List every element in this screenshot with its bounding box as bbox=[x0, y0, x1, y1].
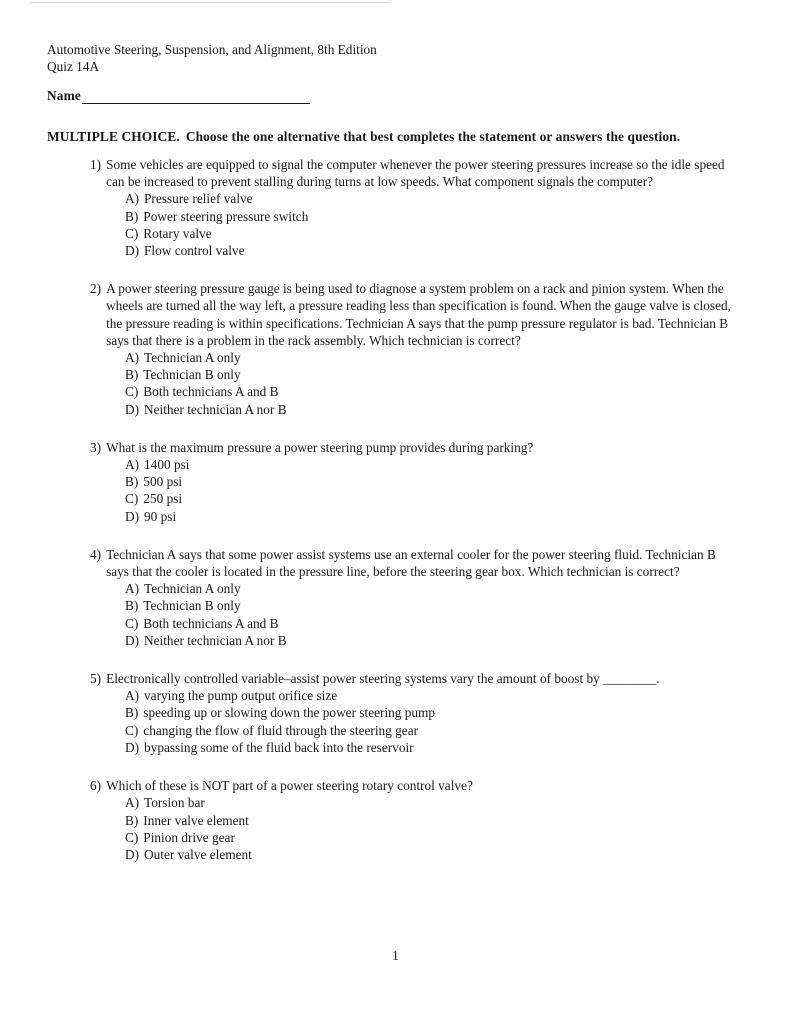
question-stem bbox=[90, 439, 738, 456]
answer-option-c bbox=[90, 829, 738, 846]
question-stem bbox=[90, 546, 738, 580]
option-label: A) bbox=[125, 457, 140, 473]
option-text: 90 psi bbox=[144, 508, 177, 524]
question-1 bbox=[90, 156, 738, 259]
question-4 bbox=[90, 546, 738, 649]
quiz-number: Quiz 14A bbox=[47, 58, 100, 74]
option-label: D) bbox=[125, 739, 140, 755]
option-label: B) bbox=[125, 474, 139, 490]
question-text: Which of these is NOT part of a power steering rotary control valve? bbox=[106, 778, 473, 794]
option-text: Neither technician A nor B bbox=[144, 632, 287, 648]
answer-option-a bbox=[90, 349, 738, 366]
option-text: 500 psi bbox=[143, 474, 183, 490]
option-label: A) bbox=[125, 191, 140, 207]
question-3 bbox=[90, 439, 738, 525]
instructions bbox=[47, 128, 740, 145]
answer-option-d bbox=[90, 401, 738, 418]
question-stem bbox=[90, 280, 738, 349]
option-text: 250 psi bbox=[143, 491, 183, 507]
option-label: C) bbox=[125, 384, 139, 400]
page-number: 1 bbox=[392, 948, 399, 963]
option-label: B) bbox=[125, 812, 139, 828]
answer-option-c bbox=[90, 225, 738, 242]
option-text: Technician B only bbox=[143, 598, 241, 614]
answer-option-a bbox=[90, 687, 738, 704]
answer-option-b bbox=[90, 704, 738, 721]
answer-option-a bbox=[90, 580, 738, 597]
answer-option-d bbox=[90, 242, 738, 259]
option-label: B) bbox=[125, 705, 139, 721]
option-text: Technician B only bbox=[143, 367, 241, 383]
question-stem bbox=[90, 156, 738, 190]
question-number: 2) bbox=[90, 281, 102, 297]
instructions-lead: MULTIPLE CHOICE. bbox=[47, 129, 180, 144]
option-label: C) bbox=[125, 722, 139, 738]
option-label: D) bbox=[125, 243, 140, 259]
question-text: Some vehicles are equipped to signal the computer whenever the power steering pressures increase so the idle speed can be increased to prevent stalling during turns at low speeds. What component signals the computer? bbox=[106, 157, 725, 190]
option-label: A) bbox=[125, 795, 140, 811]
document-title: Automotive Steering, Suspension, and Alignment, 8th Edition bbox=[47, 42, 377, 57]
instructions-text: Choose the one alternative that best completes the statement or answers the question. bbox=[185, 129, 681, 144]
option-text: Pressure relief valve bbox=[144, 191, 253, 207]
answer-option-d bbox=[90, 739, 738, 756]
name-blank-line bbox=[82, 89, 310, 104]
name-label: Name bbox=[47, 88, 82, 103]
option-label: D) bbox=[125, 508, 140, 524]
option-label: A) bbox=[125, 581, 140, 597]
option-text: Power steering pressure switch bbox=[143, 208, 309, 224]
options bbox=[90, 794, 738, 863]
option-label: D) bbox=[125, 632, 140, 648]
option-label: B) bbox=[125, 367, 139, 383]
option-label: C) bbox=[125, 829, 139, 845]
question-text: A power steering pressure gauge is being used to diagnose a system problem on a rack and pinion system. When the wheels are turned all the way left, a pressure reading less than specification is found. When the gauge valve is closed, the pressure reading is within specifications. Technician A says that the pump pressure regulator is bad. Technician B says that there is a problem in the rack assembly. Which technician is correct? bbox=[106, 281, 731, 348]
question-6 bbox=[90, 777, 738, 863]
option-text: changing the flow of fluid through the steering gear bbox=[143, 722, 419, 738]
answer-option-c bbox=[90, 722, 738, 739]
question-number: 1) bbox=[90, 157, 102, 172]
answer-option-c bbox=[90, 615, 738, 632]
answer-option-b bbox=[90, 473, 738, 490]
answer-option-c bbox=[90, 490, 738, 507]
question-text: Technician A says that some power assist systems use an external cooler for the power steering fluid. Technician B says that the cooler is located in the pressure line, before the steering gear box. Which technician is correct? bbox=[106, 546, 716, 580]
option-label: A) bbox=[125, 350, 140, 366]
option-text: Pinion drive gear bbox=[143, 829, 235, 845]
answer-option-d bbox=[90, 846, 738, 863]
option-text: Flow control valve bbox=[144, 243, 245, 259]
name-row bbox=[47, 88, 740, 104]
answer-option-a bbox=[90, 456, 738, 473]
question-text: What is the maximum pressure a power steering pump provides during parking? bbox=[106, 439, 534, 455]
question-stem bbox=[90, 777, 738, 794]
option-text: Outer valve element bbox=[144, 846, 252, 862]
options bbox=[90, 456, 738, 525]
option-text: Rotary valve bbox=[143, 225, 212, 241]
options bbox=[90, 687, 738, 756]
option-text: Neither technician A nor B bbox=[144, 401, 287, 417]
options bbox=[90, 580, 738, 649]
question-2 bbox=[90, 280, 738, 418]
option-text: bypassing some of the fluid back into the reservoir bbox=[144, 739, 414, 755]
option-text: Technician A only bbox=[144, 350, 241, 366]
option-label: D) bbox=[125, 846, 140, 862]
answer-option-b bbox=[90, 366, 738, 383]
option-text: 1400 psi bbox=[144, 457, 190, 473]
options bbox=[90, 190, 738, 259]
answer-option-b bbox=[90, 597, 738, 614]
question-number: 4) bbox=[90, 546, 102, 562]
question-text: Electronically controlled variable–assist power steering systems vary the amount of boost by ________. bbox=[106, 671, 660, 687]
option-text: Both technicians A and B bbox=[143, 615, 279, 631]
answer-option-c bbox=[90, 383, 738, 400]
answer-option-a bbox=[90, 794, 738, 811]
question-number: 6) bbox=[90, 778, 102, 794]
option-text: Both technicians A and B bbox=[143, 384, 279, 400]
option-text: speeding up or slowing down the power steering pump bbox=[143, 705, 436, 721]
option-text: Inner valve element bbox=[143, 812, 249, 828]
document-header bbox=[47, 42, 740, 75]
option-text: varying the pump output orifice size bbox=[144, 688, 338, 704]
answer-option-a bbox=[90, 190, 738, 207]
option-text: Torsion bar bbox=[144, 795, 205, 811]
question-stem bbox=[90, 670, 738, 687]
answer-option-b bbox=[90, 208, 738, 225]
option-label: D) bbox=[125, 401, 140, 417]
question-list bbox=[47, 156, 740, 863]
answer-option-d bbox=[90, 632, 738, 649]
page-footer bbox=[0, 948, 791, 964]
option-label: B) bbox=[125, 598, 139, 614]
question-5 bbox=[90, 670, 738, 756]
question-number: 3) bbox=[90, 439, 102, 455]
answer-option-b bbox=[90, 812, 738, 829]
option-label: A) bbox=[125, 688, 140, 704]
question-number: 5) bbox=[90, 671, 102, 687]
option-label: C) bbox=[125, 491, 139, 507]
option-label: B) bbox=[125, 208, 139, 224]
option-label: C) bbox=[125, 225, 139, 241]
answer-option-d bbox=[90, 508, 738, 525]
options bbox=[90, 349, 738, 418]
scan-artifact-line bbox=[30, 2, 390, 3]
option-text: Technician A only bbox=[144, 581, 241, 597]
option-label: C) bbox=[125, 615, 139, 631]
